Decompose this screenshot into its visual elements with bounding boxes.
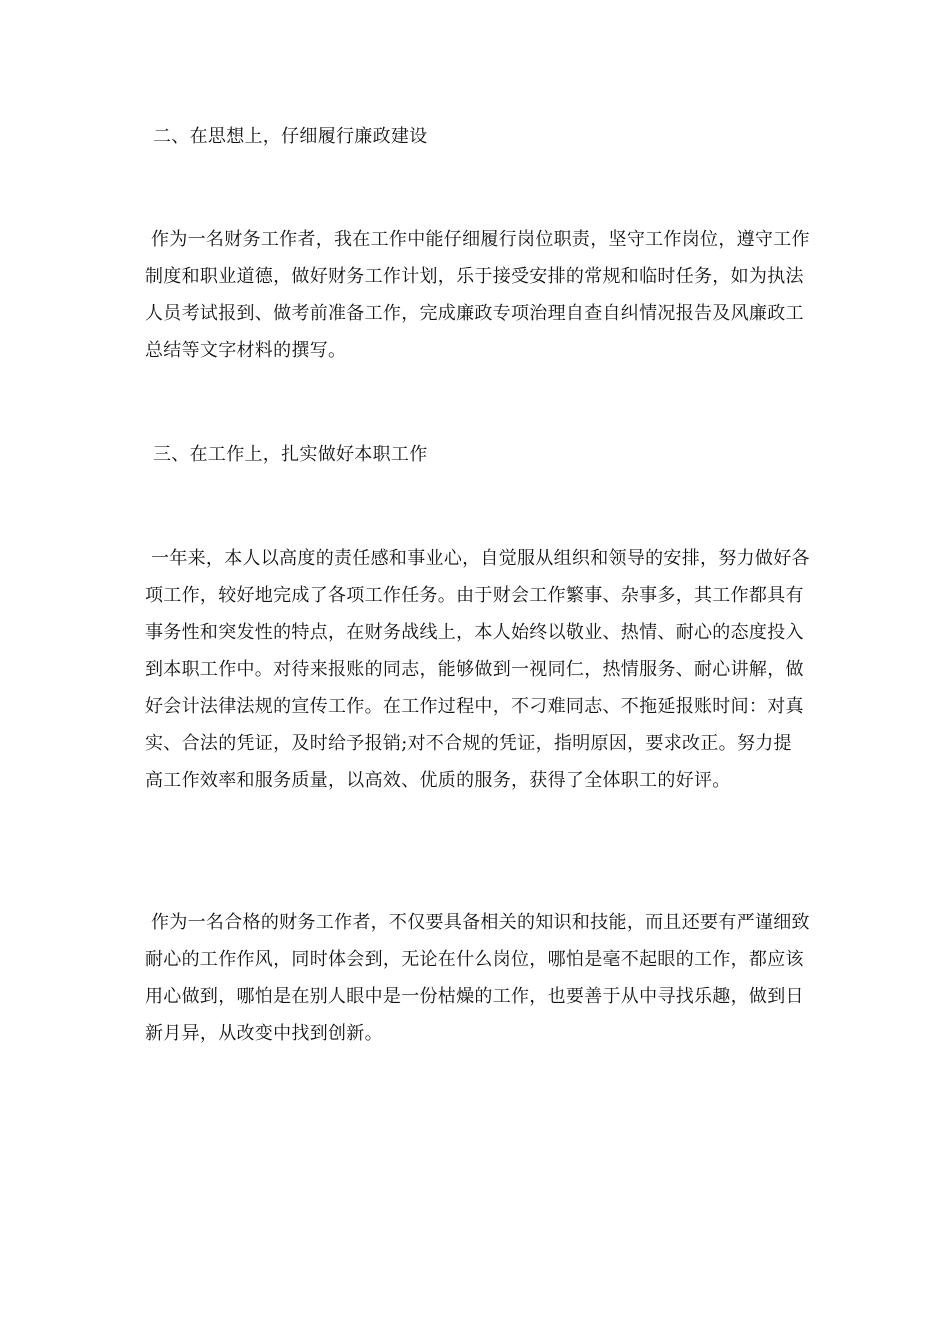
- section-heading-2: 二、在思想上，仔细履行廉政建设: [153, 126, 428, 147]
- paragraph-duties: 作为一名财务工作者，我在工作中能仔细履行岗位职责，坚守工作岗位，遵守工作制度和职业道德，做好财务工作计划，乐于接受安排的常规和临时任务，如为执法人员考试报到、做考前准备工作，完成廉政专项治理自查自纠情况报告及风廉政工总结等文字材料的撰写。: [145, 229, 810, 361]
- paragraph-work: 一年来，本人以高度的责任感和事业心，自觉服从组织和领导的安排，努力做好各项工作，较好地完成了各项工作任务。由于财会工作繁事、杂事多，其工作都具有事务性和突发性的特点，在财务战线上，本人始终以敬业、热情、耐心的态度投入到本职工作中。对待来报账的同志，能够做到一视同仁，热情服务、耐心讲解，做好会计法律法规的宣传工作。在工作过程中，不刁难同志、不拖延报账时间：对真实、合法的凭证，及时给予报销;对不合规的凭证，指明原因，要求改正。努力提高工作效率和服务质量，以高效、优质的服务，获得了全体职工的好评。: [145, 548, 810, 791]
- paragraph-reflection: 作为一名合格的财务工作者，不仅要具备相关的知识和技能，而且还要有严谨细致耐心的工作作风，同时体会到，无论在什么岗位，哪怕是毫不起眼的工作，都应该用心做到，哪怕是在别人眼中是一份枯燥的工作，也要善于从中寻找乐趣，做到日新月异，从改变中找到创新。: [145, 912, 810, 1044]
- section-heading-3: 三、在工作上，扎实做好本职工作: [153, 444, 428, 465]
